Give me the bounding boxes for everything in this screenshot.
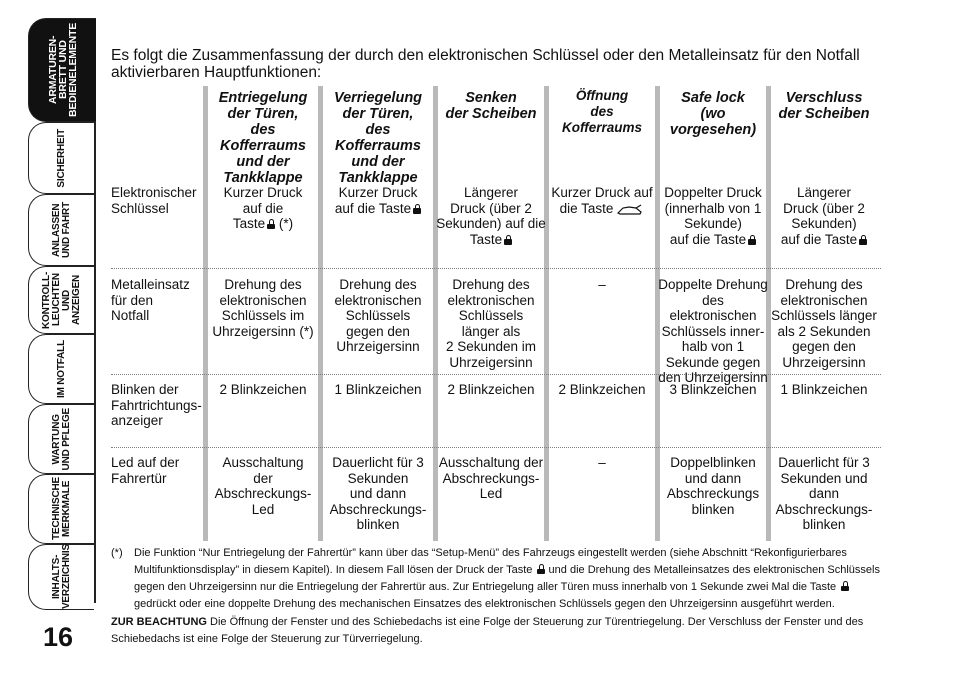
lock-icon xyxy=(413,204,421,214)
table-cell: 2 Blinkzeichen xyxy=(558,382,646,397)
table-cell: – xyxy=(598,455,606,470)
lock-icon xyxy=(537,564,545,574)
cell-text: Längerer Druck (über 2 Sekunden) auf die Taste xyxy=(436,185,546,247)
note-label: ZUR BEACHTUNG xyxy=(111,616,207,628)
row-separator xyxy=(111,268,881,269)
lock-icon xyxy=(841,581,849,591)
table-cell xyxy=(771,185,877,247)
lock-icon xyxy=(267,219,275,229)
header-safe-lock: Safe lock (wo vorgesehen) xyxy=(669,90,757,138)
tab-im-notfall[interactable] xyxy=(28,334,94,404)
table-cell xyxy=(660,185,766,247)
trunk-icon xyxy=(616,204,644,216)
footnote xyxy=(111,545,881,613)
table-cell: 1 Blinkzeichen xyxy=(780,382,868,397)
table-cell: – xyxy=(598,277,606,292)
table-cell: Drehung des elektronischen Schlüssels länger als 2 Sekunden gegen den Uhrzeigersinn xyxy=(771,277,877,370)
row-label-schluessel: Elektronischer Schlüssel xyxy=(111,185,197,216)
header-verschluss-scheiben: Verschluss der Scheiben xyxy=(778,90,870,122)
chapter-sidebar xyxy=(0,0,108,692)
tab-armaturenbrett[interactable] xyxy=(28,18,96,122)
tab-label: INHALTS- VERZEICHNIS xyxy=(50,544,72,610)
table-cell: 1 Blinkzeichen xyxy=(334,382,422,397)
header-entriegelung: Entriegelung der Türen, des Kofferraums und der Tankklappe xyxy=(218,90,308,186)
table-cell: Dauerlicht für 3 Sekunden und dann Abschreckungs- blinken xyxy=(329,455,427,532)
tab-label: TECHNISCHE MERKMALE xyxy=(50,477,72,541)
table-cell: Dauerlicht für 3 Sekunden und dann Abschreckungs- blinken xyxy=(775,455,873,532)
footnote-text-3: gedrückt oder eine doppelte Drehung des mechanischen Einsatzes des elektronischen Schlüssels gegen den Uhrzeigersinn ausgeführt werden. xyxy=(134,598,835,610)
tab-label: IM NOTFALL xyxy=(55,340,67,398)
header-verriegelung: Verriegelung der Türen, des Kofferraums und der Tankklappe xyxy=(333,90,423,186)
page-number: 16 xyxy=(42,622,74,652)
cell-text: Kurzer Druck auf die Taste xyxy=(223,185,303,231)
table-cell: Doppelblinken und dann Abschreckungs blinken xyxy=(666,455,760,517)
intro-text: Es folgt die Zusammenfassung der durch den elektronischen Schlüssel oder den Metalleinsatz für den Notfall aktivierbaren Hauptfunktionen: xyxy=(111,47,860,81)
tab-label: KONTROLL- LEUCHTEN UND ANZEIGEN xyxy=(40,271,82,329)
tab-label: WARTUNG UND PFLEGE xyxy=(50,407,72,471)
table-cell: Drehung des elektronischen Schlüssels länger als 2 Sekunden im Uhrzeigersinn xyxy=(445,277,537,370)
tab-sicherheit[interactable] xyxy=(28,122,94,194)
tab-inhaltsverzeichnis[interactable] xyxy=(28,544,94,610)
note-text: Die Öffnung der Fenster und des Schiebedachs ist eine Folge der Steuerung zur Türentriegelung. Der Verschluss der Fenster und des Schiebedachs ist eine Folge der Steuerung zur Türverriegelung. xyxy=(111,616,864,645)
table-cell: Doppelte Drehung des elektronischen Schlüssels inner- halb von 1 Sekunde gegen den Uhrzeigersinn xyxy=(658,277,768,385)
tab-label: SICHERHEIT xyxy=(55,128,67,188)
footnote-text-1: Die Funktion “Nur Entriegelung der Fahrertür” kann über das “Setup-Menü” des Fahrzeugs eingestellt werden (siehe Abschnitt “Rekonfigurierbares Multifunktionsdisplay” in diesem Kapitel). In diesem Fall lösen der Druck der Taste xyxy=(134,547,847,576)
row-label-blinken: Blinken der Fahrtrichtungs- anzeiger xyxy=(111,382,202,428)
cell-text: Kurzer Druck auf die Taste xyxy=(551,185,653,216)
row-label-metalleinsatz: Metalleinsatz für den Notfall xyxy=(111,277,190,323)
lock-icon xyxy=(748,235,756,245)
tab-anlassen[interactable] xyxy=(28,194,94,266)
cell-text: Kurzer Druck auf die Taste xyxy=(334,185,418,216)
tab-label: ARMATUREN- BRETT UND BEDIENELEMENTE xyxy=(46,22,79,118)
tab-technische-merkmale[interactable] xyxy=(28,474,94,544)
table-cell xyxy=(436,185,546,247)
table-cell xyxy=(208,185,318,232)
header-senken-scheiben: Senken der Scheiben xyxy=(445,90,537,122)
cell-text: Doppelter Druck (innerhalb von 1 Sekunde) auf die Taste xyxy=(664,185,762,247)
table-cell xyxy=(549,185,655,216)
footnote-text-2: und die Drehung des Metalleinsatzes des elektronischen Schlüssels gegen den Uhrzeigersinn nur die Entriegelung der Fahrertür aus. Zur Entriegelung aller Türen muss innerhalb von 1 Sekunde zwei Mal die Taste xyxy=(134,564,880,593)
table-cell: Ausschaltung der Abschreckungs-Led xyxy=(438,455,544,501)
tab-label: ANLASSEN UND FAHRT xyxy=(50,202,72,258)
note xyxy=(111,614,881,648)
row-separator xyxy=(111,447,881,448)
table-cell: Ausschaltung der Abschreckungs-Led xyxy=(214,455,312,517)
cell-text: Längerer Druck (über 2 Sekunden) auf die Taste xyxy=(780,185,865,247)
table-cell: 2 Blinkzeichen xyxy=(447,382,535,397)
tab-wartung[interactable] xyxy=(28,404,94,474)
table-cell: Drehung des elektronischen Schlüssels gegen den Uhrzeigersinn xyxy=(334,277,422,354)
table-cell: Drehung des elektronischen Schlüssels im Uhrzeigersinn (*) xyxy=(212,277,314,339)
cell-suffix: (*) xyxy=(278,216,294,231)
table-cell: 3 Blinkzeichen xyxy=(669,382,757,397)
tab-kontrollleuchten[interactable] xyxy=(28,266,94,334)
lock-icon xyxy=(859,235,867,245)
footnote-mark: (*) xyxy=(111,547,123,559)
header-oeffnung-kofferraum: Öffnung des Kofferraums xyxy=(561,88,643,135)
table-cell: 2 Blinkzeichen xyxy=(219,382,307,397)
row-label-led: Led auf der Fahrertür xyxy=(111,455,180,486)
lock-icon xyxy=(504,235,512,245)
table-cell xyxy=(323,185,433,216)
